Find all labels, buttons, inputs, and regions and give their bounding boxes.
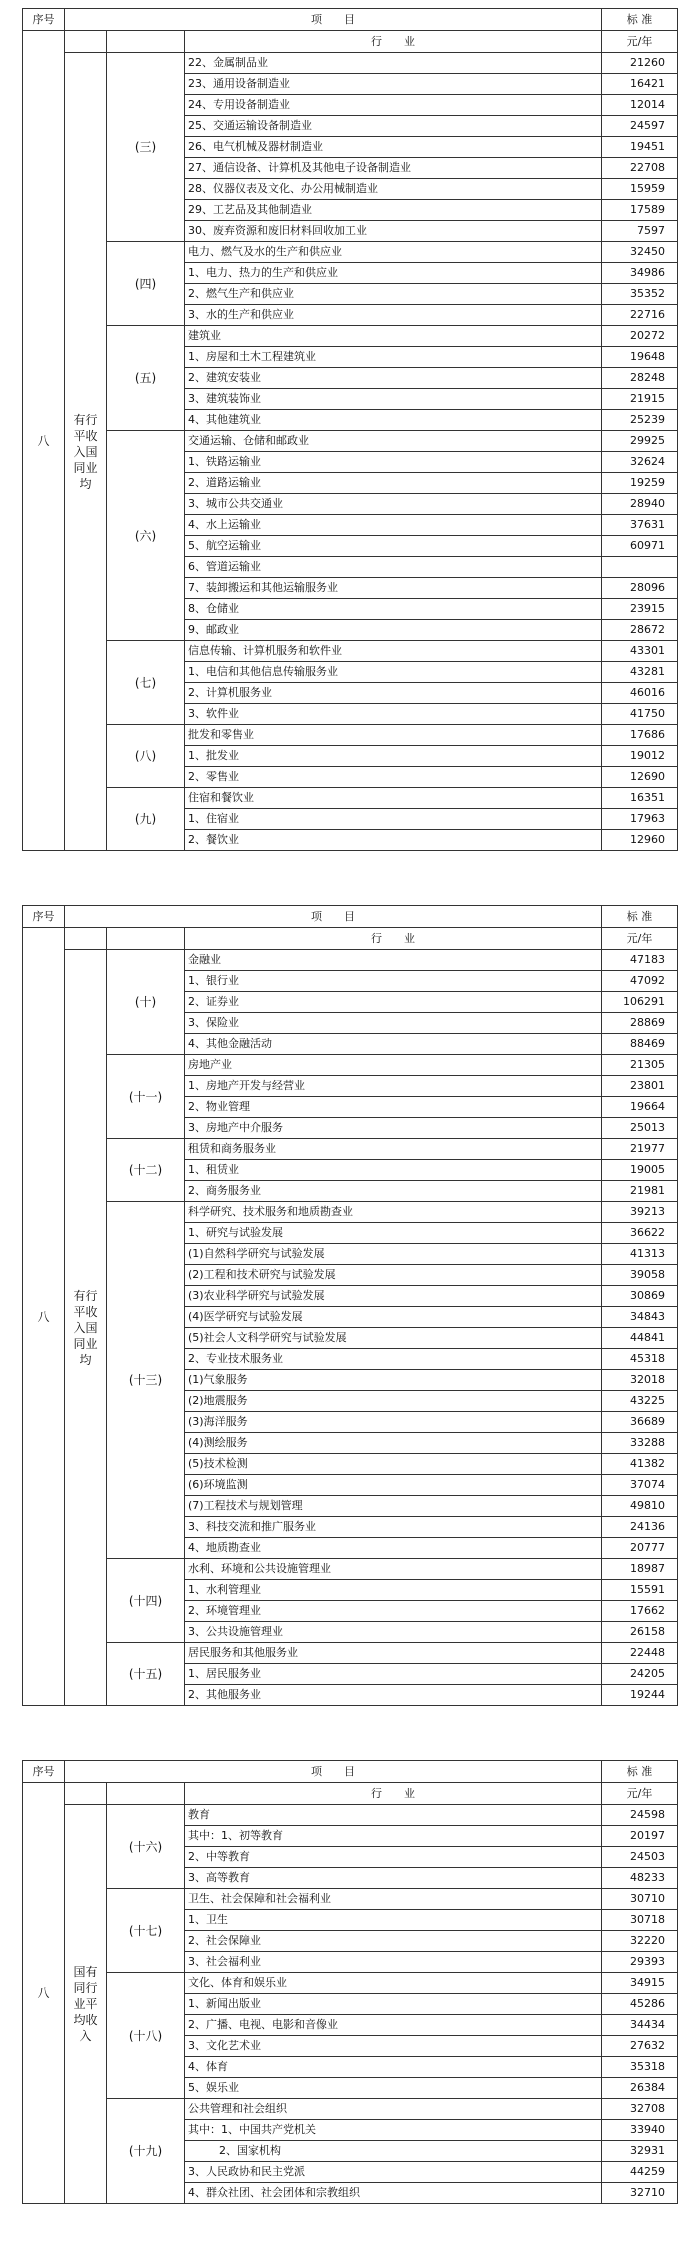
header-unit: 元/年 xyxy=(602,31,678,53)
industry-name: (3)农业科学研究与试验发展 xyxy=(185,1286,602,1307)
industry-name: 24、专用设备制造业 xyxy=(185,95,602,116)
standard-value: 21981 xyxy=(602,1181,678,1202)
standard-value: 30718 xyxy=(602,1910,678,1931)
industry-name: 4、其他建筑业 xyxy=(185,410,602,431)
industry-name: 3、高等教育 xyxy=(185,1868,602,1889)
table-row xyxy=(23,1202,678,1223)
standard-value: 30710 xyxy=(602,1889,678,1910)
standard-value: 28869 xyxy=(602,1013,678,1034)
standard-value: 41750 xyxy=(602,704,678,725)
industry-name: (2)工程和技术研究与试验发展 xyxy=(185,1265,602,1286)
industry-name: 2、物业管理 xyxy=(185,1097,602,1118)
industry-name: 3、软件业 xyxy=(185,704,602,725)
industry-name: 9、邮政业 xyxy=(185,620,602,641)
industry-name: 居民服务和其他服务业 xyxy=(185,1643,602,1664)
table-row xyxy=(23,1973,678,1994)
industry-name: 其中：1、中国共产党机关 xyxy=(185,2120,602,2141)
table-row xyxy=(23,1805,678,1826)
section-number: 八 xyxy=(23,928,65,1706)
industry-name: 1、水利管理业 xyxy=(185,1580,602,1601)
industry-name: 2、道路运输业 xyxy=(185,473,602,494)
header-industry: 行 业 xyxy=(185,31,602,53)
industry-name: 房地产业 xyxy=(185,1055,602,1076)
standard-value: 15959 xyxy=(602,179,678,200)
industry-name: 教育 xyxy=(185,1805,602,1826)
header-std: 标 准 xyxy=(602,1761,678,1783)
standard-value xyxy=(602,557,678,578)
standard-value: 19012 xyxy=(602,746,678,767)
industry-name: 1、租赁业 xyxy=(185,1160,602,1181)
industry-name: 建筑业 xyxy=(185,326,602,347)
header-industry: 行 业 xyxy=(185,928,602,950)
standard-value: 28248 xyxy=(602,368,678,389)
group-label: (十八) xyxy=(107,1973,185,2099)
industry-name: 2、零售业 xyxy=(185,767,602,788)
industry-name: (4)医学研究与试验发展 xyxy=(185,1307,602,1328)
standard-value: 39213 xyxy=(602,1202,678,1223)
industry-name: 6、管道运输业 xyxy=(185,557,602,578)
standard-value: 44841 xyxy=(602,1328,678,1349)
industry-name: 30、废弃资源和废旧材料回收加工业 xyxy=(185,221,602,242)
industry-name: 2、计算机服务业 xyxy=(185,683,602,704)
standard-value: 30869 xyxy=(602,1286,678,1307)
industry-name: 信息传输、计算机服务和软件业 xyxy=(185,641,602,662)
category-label: 有行平收入国同业均 xyxy=(65,950,107,1706)
standard-value: 37631 xyxy=(602,515,678,536)
industry-name: (3)海洋服务 xyxy=(185,1412,602,1433)
industry-name: 1、卫生 xyxy=(185,1910,602,1931)
section-number: 八 xyxy=(23,31,65,851)
standard-value: 32220 xyxy=(602,1931,678,1952)
industry-name: 4、其他金融活动 xyxy=(185,1034,602,1055)
table-page-2 xyxy=(22,905,678,1706)
standard-value: 16421 xyxy=(602,74,678,95)
standard-value: 19244 xyxy=(602,1685,678,1706)
industry-name: 2、证券业 xyxy=(185,992,602,1013)
industry-name: 4、体育 xyxy=(185,2057,602,2078)
standard-value: 88469 xyxy=(602,1034,678,1055)
standard-value: 36622 xyxy=(602,1223,678,1244)
group-label: (四) xyxy=(107,242,185,326)
industry-name: 1、居民服务业 xyxy=(185,1664,602,1685)
standard-value: 25239 xyxy=(602,410,678,431)
header-unit: 元/年 xyxy=(602,1783,678,1805)
standard-value: 34843 xyxy=(602,1307,678,1328)
standard-value: 33288 xyxy=(602,1433,678,1454)
group-label: (十五) xyxy=(107,1643,185,1706)
standard-value: 39058 xyxy=(602,1265,678,1286)
standard-value: 45318 xyxy=(602,1349,678,1370)
standard-value: 29393 xyxy=(602,1952,678,1973)
industry-name: 1、房地产开发与经营业 xyxy=(185,1076,602,1097)
group-label: (十二) xyxy=(107,1139,185,1202)
industry-name: 3、水的生产和供应业 xyxy=(185,305,602,326)
group-label: (九) xyxy=(107,788,185,851)
header-industry: 行 业 xyxy=(185,1783,602,1805)
standard-value: 24503 xyxy=(602,1847,678,1868)
industry-name: 28、仪器仪表及文化、办公用械制造业 xyxy=(185,179,602,200)
industry-name: 1、房屋和土木工程建筑业 xyxy=(185,347,602,368)
standard-value: 12690 xyxy=(602,767,678,788)
table-row xyxy=(23,1139,678,1160)
industry-name: 科学研究、技术服务和地质勘查业 xyxy=(185,1202,602,1223)
industry-name: (5)技术检测 xyxy=(185,1454,602,1475)
standard-value: 24598 xyxy=(602,1805,678,1826)
standard-value: 23801 xyxy=(602,1076,678,1097)
industry-name: 其中：1、初等教育 xyxy=(185,1826,602,1847)
standard-value: 21977 xyxy=(602,1139,678,1160)
industry-name: 27、通信设备、计算机及其他电子设备制造业 xyxy=(185,158,602,179)
industry-name: (4)测绘服务 xyxy=(185,1433,602,1454)
standard-value: 16351 xyxy=(602,788,678,809)
industry-name: 3、公共设施管理业 xyxy=(185,1622,602,1643)
table-row xyxy=(23,2099,678,2120)
standard-value: 17662 xyxy=(602,1601,678,1622)
industry-name: 2、建筑安装业 xyxy=(185,368,602,389)
industry-name: 2、中等教育 xyxy=(185,1847,602,1868)
standard-value: 12960 xyxy=(602,830,678,851)
header-no: 序号 xyxy=(23,906,65,928)
header-unit: 元/年 xyxy=(602,928,678,950)
standard-value: 28096 xyxy=(602,578,678,599)
standard-value: 41382 xyxy=(602,1454,678,1475)
standard-value: 34434 xyxy=(602,2015,678,2036)
industry-name: 1、批发业 xyxy=(185,746,602,767)
industry-name: 金融业 xyxy=(185,950,602,971)
industry-name: 交通运输、仓储和邮政业 xyxy=(185,431,602,452)
header-std: 标 准 xyxy=(602,906,678,928)
standard-value: 33940 xyxy=(602,2120,678,2141)
industry-name: 3、社会福利业 xyxy=(185,1952,602,1973)
standard-value: 35352 xyxy=(602,284,678,305)
header-no: 序号 xyxy=(23,9,65,31)
industry-name: 1、新闻出版业 xyxy=(185,1994,602,2015)
standard-value: 28672 xyxy=(602,620,678,641)
industry-name: 2、商务服务业 xyxy=(185,1181,602,1202)
standard-value: 27632 xyxy=(602,2036,678,2057)
standard-value: 32931 xyxy=(602,2141,678,2162)
industry-name: 29、工艺品及其他制造业 xyxy=(185,200,602,221)
standard-value: 26384 xyxy=(602,2078,678,2099)
industry-name: 8、仓储业 xyxy=(185,599,602,620)
industry-name: 1、银行业 xyxy=(185,971,602,992)
standard-value: 41313 xyxy=(602,1244,678,1265)
standard-value: 44259 xyxy=(602,2162,678,2183)
industry-name: 25、交通运输设备制造业 xyxy=(185,116,602,137)
industry-name: 住宿和餐饮业 xyxy=(185,788,602,809)
standard-value: 43281 xyxy=(602,662,678,683)
standard-value: 46016 xyxy=(602,683,678,704)
industry-name: 1、电力、热力的生产和供应业 xyxy=(185,263,602,284)
income-standard-table xyxy=(22,8,678,851)
table-row xyxy=(23,1055,678,1076)
table-page-1 xyxy=(22,8,678,851)
industry-name: 2、社会保障业 xyxy=(185,1931,602,1952)
group-label: (十七) xyxy=(107,1889,185,1973)
industry-name: (5)社会人文科学研究与试验发展 xyxy=(185,1328,602,1349)
standard-value: 24136 xyxy=(602,1517,678,1538)
industry-name: 5、航空运输业 xyxy=(185,536,602,557)
industry-name: 3、保险业 xyxy=(185,1013,602,1034)
standard-value: 28940 xyxy=(602,494,678,515)
group-label: (八) xyxy=(107,725,185,788)
header-item: 项 目 xyxy=(65,1761,602,1783)
group-label: (五) xyxy=(107,326,185,431)
standard-value: 22448 xyxy=(602,1643,678,1664)
standard-value: 23915 xyxy=(602,599,678,620)
industry-name: 3、文化艺术业 xyxy=(185,2036,602,2057)
standard-value: 21260 xyxy=(602,53,678,74)
header-std: 标 准 xyxy=(602,9,678,31)
group-label: (十六) xyxy=(107,1805,185,1889)
standard-value: 18987 xyxy=(602,1559,678,1580)
industry-name: 1、铁路运输业 xyxy=(185,452,602,473)
industry-name: 26、电气机械及器材制造业 xyxy=(185,137,602,158)
standard-value: 26158 xyxy=(602,1622,678,1643)
standard-value: 47183 xyxy=(602,950,678,971)
table-row xyxy=(23,1559,678,1580)
table-row xyxy=(23,326,678,347)
standard-value: 43301 xyxy=(602,641,678,662)
standard-value: 48233 xyxy=(602,1868,678,1889)
standard-value: 47092 xyxy=(602,971,678,992)
industry-name: 4、群众社团、社会团体和宗教组织 xyxy=(185,2183,602,2204)
standard-value: 17963 xyxy=(602,809,678,830)
industry-name: 3、建筑装饰业 xyxy=(185,389,602,410)
standard-value: 45286 xyxy=(602,1994,678,2015)
industry-name: 电力、燃气及水的生产和供应业 xyxy=(185,242,602,263)
table-row xyxy=(23,242,678,263)
standard-value: 32450 xyxy=(602,242,678,263)
industry-name: 3、人民政协和民主党派 xyxy=(185,2162,602,2183)
industry-name: 水利、环境和公共设施管理业 xyxy=(185,1559,602,1580)
table-row xyxy=(23,788,678,809)
standard-value: 22708 xyxy=(602,158,678,179)
industry-name: 1、住宿业 xyxy=(185,809,602,830)
industry-name: 1、研究与试验发展 xyxy=(185,1223,602,1244)
standard-value: 20272 xyxy=(602,326,678,347)
standard-value: 29925 xyxy=(602,431,678,452)
standard-value: 21305 xyxy=(602,1055,678,1076)
category-label: 有行平收入国同业均 xyxy=(65,53,107,851)
header-item: 项 目 xyxy=(65,906,602,928)
industry-name: 2、环境管理业 xyxy=(185,1601,602,1622)
industry-name: (6)环境监测 xyxy=(185,1475,602,1496)
standard-value: 12014 xyxy=(602,95,678,116)
industry-name: 2、燃气生产和供应业 xyxy=(185,284,602,305)
group-label: (十四) xyxy=(107,1559,185,1643)
group-label: (十三) xyxy=(107,1202,185,1559)
standard-value: 32710 xyxy=(602,2183,678,2204)
standard-value: 19005 xyxy=(602,1160,678,1181)
industry-name: 2、专业技术服务业 xyxy=(185,1349,602,1370)
standard-value: 17686 xyxy=(602,725,678,746)
group-label: (十九) xyxy=(107,2099,185,2204)
standard-value: 49810 xyxy=(602,1496,678,1517)
group-label: (三) xyxy=(107,53,185,242)
standard-value: 37074 xyxy=(602,1475,678,1496)
standard-value: 7597 xyxy=(602,221,678,242)
industry-name: 文化、体育和娱乐业 xyxy=(185,1973,602,1994)
industry-name: 23、通用设备制造业 xyxy=(185,74,602,95)
industry-name: 22、金属制品业 xyxy=(185,53,602,74)
standard-value: 25013 xyxy=(602,1118,678,1139)
standard-value: 20777 xyxy=(602,1538,678,1559)
group-label: (十一) xyxy=(107,1055,185,1139)
industry-name: 批发和零售业 xyxy=(185,725,602,746)
industry-name: 3、科技交流和推广服务业 xyxy=(185,1517,602,1538)
industry-name: 卫生、社会保障和社会福利业 xyxy=(185,1889,602,1910)
standard-value: 19664 xyxy=(602,1097,678,1118)
table-row xyxy=(23,431,678,452)
table-row xyxy=(23,950,678,971)
industry-name: 4、水上运输业 xyxy=(185,515,602,536)
standard-value: 19451 xyxy=(602,137,678,158)
standard-value: 36689 xyxy=(602,1412,678,1433)
industry-name: (7)工程技术与规划管理 xyxy=(185,1496,602,1517)
group-label: (十) xyxy=(107,950,185,1055)
industry-name: 2、其他服务业 xyxy=(185,1685,602,1706)
standard-value: 106291 xyxy=(602,992,678,1013)
group-label: (六) xyxy=(107,431,185,641)
standard-value: 32708 xyxy=(602,2099,678,2120)
industry-name: 2、国家机构 xyxy=(185,2141,602,2162)
standard-value: 22716 xyxy=(602,305,678,326)
table-row xyxy=(23,1889,678,1910)
standard-value: 60971 xyxy=(602,536,678,557)
industry-name: 5、娱乐业 xyxy=(185,2078,602,2099)
standard-value: 20197 xyxy=(602,1826,678,1847)
standard-value: 32018 xyxy=(602,1370,678,1391)
industry-name: 4、地质勘查业 xyxy=(185,1538,602,1559)
standard-value: 32624 xyxy=(602,452,678,473)
industry-name: (2)地震服务 xyxy=(185,1391,602,1412)
standard-value: 24205 xyxy=(602,1664,678,1685)
standard-value: 24597 xyxy=(602,116,678,137)
industry-name: 1、电信和其他信息传输服务业 xyxy=(185,662,602,683)
standard-value: 17589 xyxy=(602,200,678,221)
standard-value: 19648 xyxy=(602,347,678,368)
standard-value: 35318 xyxy=(602,2057,678,2078)
table-row xyxy=(23,53,678,74)
industry-name: 公共管理和社会组织 xyxy=(185,2099,602,2120)
header-no: 序号 xyxy=(23,1761,65,1783)
industry-name: 2、广播、电视、电影和音像业 xyxy=(185,2015,602,2036)
standard-value: 19259 xyxy=(602,473,678,494)
industry-name: 3、房地产中介服务 xyxy=(185,1118,602,1139)
standard-value: 43225 xyxy=(602,1391,678,1412)
standard-value: 34915 xyxy=(602,1973,678,1994)
income-standard-table xyxy=(22,905,678,1706)
header-item: 项 目 xyxy=(65,9,602,31)
industry-name: 7、装卸搬运和其他运输服务业 xyxy=(185,578,602,599)
industry-name: 2、餐饮业 xyxy=(185,830,602,851)
income-standard-table xyxy=(22,1760,678,2204)
table-row xyxy=(23,641,678,662)
standard-value: 15591 xyxy=(602,1580,678,1601)
standard-value: 34986 xyxy=(602,263,678,284)
standard-value: 21915 xyxy=(602,389,678,410)
table-row xyxy=(23,725,678,746)
category-label: 国有同行业平均收入 xyxy=(65,1805,107,2204)
group-label: (七) xyxy=(107,641,185,725)
table-row xyxy=(23,1643,678,1664)
industry-name: 租赁和商务服务业 xyxy=(185,1139,602,1160)
table-page-3 xyxy=(22,1760,678,2204)
industry-name: 3、城市公共交通业 xyxy=(185,494,602,515)
industry-name: (1)气象服务 xyxy=(185,1370,602,1391)
industry-name: (1)自然科学研究与试验发展 xyxy=(185,1244,602,1265)
section-number: 八 xyxy=(23,1783,65,2204)
